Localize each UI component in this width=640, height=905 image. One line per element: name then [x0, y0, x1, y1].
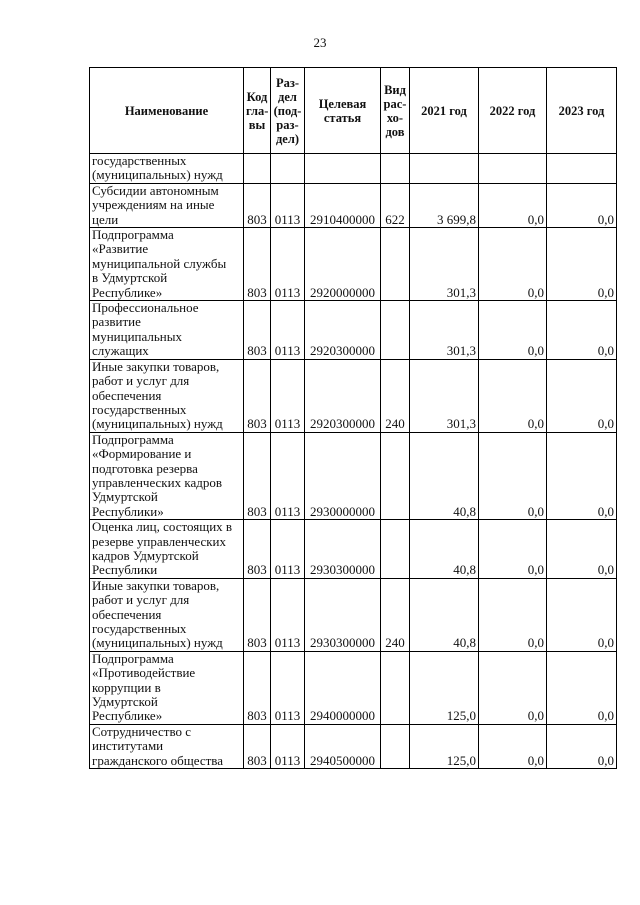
- cell-amount-2021: 3 699,8: [410, 183, 479, 227]
- cell-amount-2021: 125,0: [410, 651, 479, 724]
- header-name: Наименование: [90, 68, 244, 154]
- cell-amount-2023: 0,0: [547, 724, 617, 768]
- cell-expense-type: [381, 724, 410, 768]
- cell-expense-type: [381, 520, 410, 579]
- table-row: [90, 183, 617, 227]
- cell-target-article: [305, 154, 381, 184]
- cell-target-article: 2920300000: [305, 359, 381, 432]
- cell-target-article: 2940000000: [305, 651, 381, 724]
- header-2022: 2022 год: [479, 68, 547, 154]
- header-2021: 2021 год: [410, 68, 479, 154]
- cell-expense-type: [381, 432, 410, 519]
- cell-target-article: 2910400000: [305, 183, 381, 227]
- cell-chapter-code: [244, 154, 271, 184]
- header-chapter-code: Код гла- вы: [244, 68, 271, 154]
- cell-amount-2023: 0,0: [547, 359, 617, 432]
- cell-expense-type: [381, 154, 410, 184]
- table-row: [90, 154, 617, 184]
- cell-name: Оценка лиц, состоящих в резерве управленческих кадров Удмуртской Республики: [90, 520, 244, 579]
- cell-expense-type: [381, 651, 410, 724]
- cell-section: 0113: [271, 359, 305, 432]
- cell-amount-2023: 0,0: [547, 578, 617, 651]
- cell-amount-2021: 125,0: [410, 724, 479, 768]
- header-expense-type: Вид рас- хо- дов: [381, 68, 410, 154]
- cell-amount-2023: [547, 154, 617, 184]
- table-row: [90, 359, 617, 432]
- cell-amount-2021: 40,8: [410, 432, 479, 519]
- cell-target-article: 2920300000: [305, 301, 381, 360]
- cell-amount-2023: 0,0: [547, 432, 617, 519]
- cell-chapter-code: 803: [244, 432, 271, 519]
- cell-amount-2022: 0,0: [479, 651, 547, 724]
- cell-amount-2022: 0,0: [479, 228, 547, 301]
- cell-target-article: 2930300000: [305, 520, 381, 579]
- cell-name: Профессиональное развитие муниципальных служащих: [90, 301, 244, 360]
- cell-amount-2021: 301,3: [410, 301, 479, 360]
- cell-expense-type: [381, 301, 410, 360]
- table-header-row: [90, 68, 617, 154]
- cell-amount-2022: 0,0: [479, 301, 547, 360]
- cell-amount-2023: 0,0: [547, 301, 617, 360]
- cell-chapter-code: 803: [244, 520, 271, 579]
- table-row: [90, 724, 617, 768]
- cell-section: 0113: [271, 183, 305, 227]
- header-target-article: Целевая статья: [305, 68, 381, 154]
- cell-amount-2021: [410, 154, 479, 184]
- cell-amount-2023: 0,0: [547, 520, 617, 579]
- page-number: 23: [313, 35, 327, 50]
- cell-name: Подпрограмма «Развитие муниципальной службы в Удмуртской Республике»: [90, 228, 244, 301]
- cell-section: 0113: [271, 432, 305, 519]
- cell-amount-2022: 0,0: [479, 432, 547, 519]
- table-row: [90, 432, 617, 519]
- cell-target-article: 2940500000: [305, 724, 381, 768]
- cell-expense-type: 240: [381, 578, 410, 651]
- budget-table: [89, 67, 617, 769]
- cell-chapter-code: 803: [244, 578, 271, 651]
- cell-chapter-code: 803: [244, 359, 271, 432]
- cell-expense-type: 240: [381, 359, 410, 432]
- cell-amount-2021: 40,8: [410, 578, 479, 651]
- table-row: [90, 301, 617, 360]
- cell-name: Подпрограмма «Противодействие коррупции в Удмуртской Республике»: [90, 651, 244, 724]
- cell-name: Сотрудничество с институтами гражданского общества: [90, 724, 244, 768]
- cell-section: 0113: [271, 578, 305, 651]
- cell-amount-2023: 0,0: [547, 228, 617, 301]
- header-2023: 2023 год: [547, 68, 617, 154]
- cell-section: 0113: [271, 301, 305, 360]
- cell-name: государственных (муниципальных) нужд: [90, 154, 244, 184]
- cell-section: 0113: [271, 228, 305, 301]
- cell-section: 0113: [271, 724, 305, 768]
- table-row: [90, 520, 617, 579]
- cell-name: Подпрограмма «Формирование и подготовка резерва управленческих кадров Удмуртской Республики»: [90, 432, 244, 519]
- cell-amount-2022: 0,0: [479, 724, 547, 768]
- cell-chapter-code: 803: [244, 228, 271, 301]
- cell-amount-2022: [479, 154, 547, 184]
- cell-expense-type: [381, 228, 410, 301]
- table-row: [90, 228, 617, 301]
- cell-section: [271, 154, 305, 184]
- cell-target-article: 2920000000: [305, 228, 381, 301]
- cell-name: Иные закупки товаров, работ и услуг для обеспечения государственных (муниципальных) нужд: [90, 359, 244, 432]
- table-row: [90, 578, 617, 651]
- cell-section: 0113: [271, 520, 305, 579]
- cell-target-article: 2930000000: [305, 432, 381, 519]
- cell-name: Субсидии автономным учреждениям на иные цели: [90, 183, 244, 227]
- cell-amount-2021: 40,8: [410, 520, 479, 579]
- cell-amount-2021: 301,3: [410, 228, 479, 301]
- cell-chapter-code: 803: [244, 651, 271, 724]
- cell-chapter-code: 803: [244, 301, 271, 360]
- cell-expense-type: 622: [381, 183, 410, 227]
- cell-amount-2023: 0,0: [547, 651, 617, 724]
- cell-target-article: 2930300000: [305, 578, 381, 651]
- cell-amount-2021: 301,3: [410, 359, 479, 432]
- cell-section: 0113: [271, 651, 305, 724]
- cell-amount-2023: 0,0: [547, 183, 617, 227]
- header-section: Раз- дел (под- раз- дел): [271, 68, 305, 154]
- cell-amount-2022: 0,0: [479, 578, 547, 651]
- cell-amount-2022: 0,0: [479, 359, 547, 432]
- table-row: [90, 651, 617, 724]
- cell-amount-2022: 0,0: [479, 183, 547, 227]
- cell-amount-2022: 0,0: [479, 520, 547, 579]
- cell-chapter-code: 803: [244, 724, 271, 768]
- cell-chapter-code: 803: [244, 183, 271, 227]
- cell-name: Иные закупки товаров, работ и услуг для обеспечения государственных (муниципальных) нужд: [90, 578, 244, 651]
